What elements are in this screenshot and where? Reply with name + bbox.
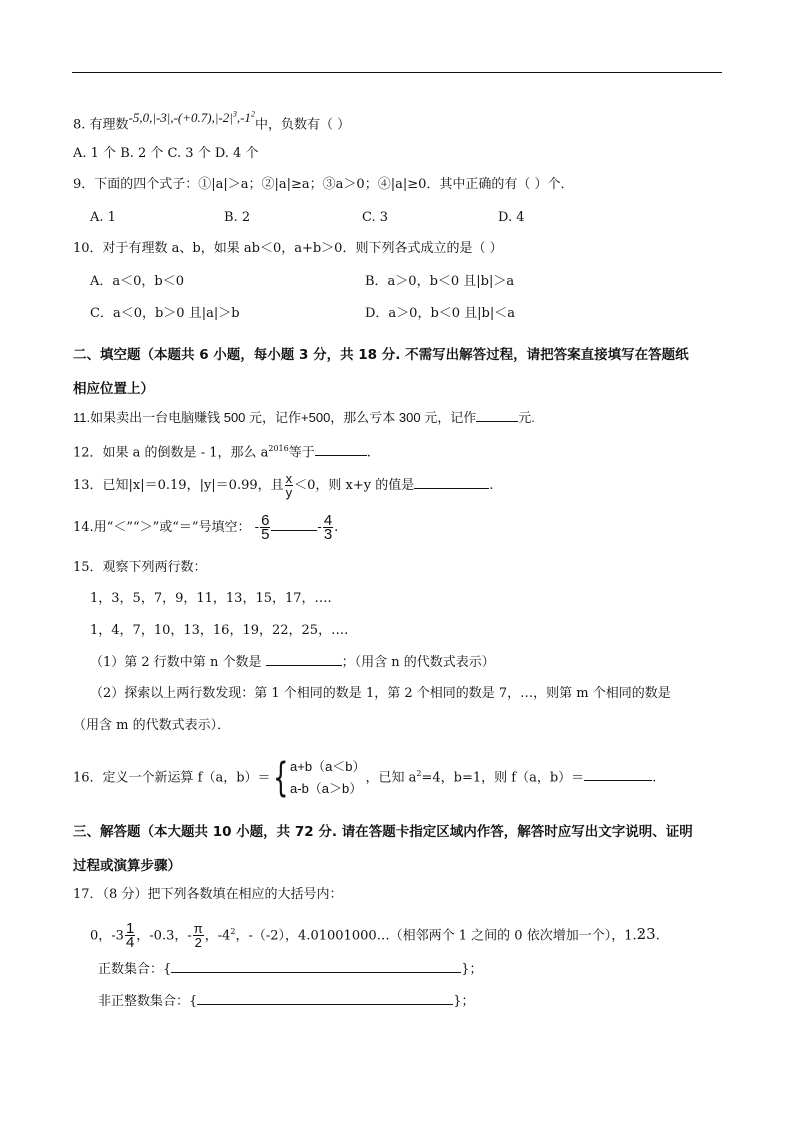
q10-option-c: C．a＜0，b＞0 且|a|＞b [90, 306, 240, 321]
q9-option-a: A. 1 [90, 210, 116, 225]
set-positive-blank[interactable] [171, 960, 461, 973]
question-13: 13．已知|x|＝0.19，|y|＝0.99，且 $\frac{x}{y}$ ＜0，则 x+y 的值是 . [73, 471, 494, 500]
q17-fraction-quarter: $\frac{1}{4}$ [125, 920, 135, 952]
q15-part-2: （2）探索以上两行数发现：第 1 个相同的数是 1，第 2 个相同的数是 7，…，则第 m 个相同的数是 [90, 686, 671, 701]
q15-row-2: 1，4，7，10，13，16，19，22，25，…. [90, 623, 349, 638]
set-nonpositive-integer-blank[interactable] [197, 992, 453, 1005]
question-10: 10．对于有理数 a、b，如果 ab＜0，a+b＞0．则下列各式成立的是（ ） [73, 241, 503, 256]
q14-fraction-1: $\frac{6}{5}$ [261, 512, 270, 543]
q11-answer-blank[interactable] [476, 409, 518, 422]
q14-answer-blank[interactable] [271, 518, 317, 531]
question-8 [73, 112, 350, 134]
q13-answer-blank[interactable] [414, 476, 489, 489]
q8-expression: $-5,0,|-3|,-(+0.7),|-2|^3,-1^2$ [128, 110, 255, 126]
set-positive: 正数集合：{ }； [98, 962, 483, 977]
question-16: 16．定义一个新运算 f（a，b）＝{ a+b（a＜b） a-b（a＞b） ，已知 $a^2=4$，b=1，则 f（a，b）＝ . [73, 754, 657, 801]
q15-part-2-cont: （用含 m 的代数式表示）． [73, 718, 231, 733]
section-3-heading-cont: 过程或演算步骤） [73, 858, 181, 874]
header-rule [72, 72, 722, 73]
q9-option-d: D. 4 [498, 210, 525, 225]
question-12: 12．如果 a 的倒数是 - 1，那么 $a^{2016}$等于 . [73, 444, 371, 461]
question-14: 14.用“＜”“＞”或“＝”号填空： - $\frac{6}{5}$ - $\frac{4}{3}$ . [73, 512, 339, 543]
q16-brace: { [272, 754, 288, 801]
q15-part-1: （1）第 2 行数中第 n 个数是 ；（用含 n 的代数式表示） [90, 655, 495, 670]
question-17: 17．（8 分）把下列各数填在相应的大括号内： [73, 887, 343, 902]
q8-tail: 中，负数有（ ） [254, 117, 351, 133]
q17-repeating-decimal: • 23 [637, 925, 656, 943]
q10-option-a: A．a＜0，b＜0 [90, 274, 185, 289]
section-2-heading-cont: 相应位置上） [73, 381, 154, 397]
q10-option-b: B．a＞0，b＜0 且|b|＞a [365, 274, 515, 289]
q17-numbers: 0，-3 $\frac{1}{4}$ ，-0.3，- $\frac{\pi}{2}$ ，$-4^2$，-（-2），4.01001000…（相邻两个 1 之间的 0 依次增加一个），1.• 23. [90, 914, 660, 954]
q14-fraction-2: $\frac{4}{3}$ [323, 512, 333, 543]
question-9: 9．下面的四个式子：①|a|＞a；②|a|≥a；③a＞0；④|a|≥0．其中正确的有（ ）个． [73, 177, 574, 192]
q13-fraction: $\frac{x}{y}$ [285, 471, 293, 500]
section-2-heading: 二、填空题（本题共 6 小题，每小题 3 分，共 18 分. 不需写出解答过程，请把答案直接填写在答题纸 [73, 347, 689, 363]
set-nonpositive-integer: 非正整数集合：{ }； [98, 994, 475, 1009]
q12-answer-blank[interactable] [315, 443, 367, 456]
q8-lead: 8. 有理数 [73, 117, 129, 133]
q8-options: A. 1 个 B. 2 个 C. 3 个 D. 4 个 [73, 146, 259, 161]
q17-fraction-pi: $\frac{\pi}{2}$ [193, 921, 203, 951]
question-15: 15．观察下列两行数： [73, 560, 207, 575]
section-3-heading: 三、解答题（本大题共 10 小题，共 72 分. 请在答题卡指定区域内作答，解答时应写出文字说明、证明 [73, 824, 693, 840]
q15-part-1-blank[interactable] [266, 653, 342, 666]
q9-option-b: B. 2 [224, 210, 251, 225]
q15-row-1: 1，3，5，7，9，11，13，15，17，…. [90, 591, 332, 606]
q10-option-d: D．a＞0，b＜0 且|b|＜a [365, 306, 516, 321]
q16-answer-blank[interactable] [584, 768, 652, 781]
q16-cases: a+b（a＜b） a-b（a＞b） [290, 758, 366, 796]
question-11: 11.如果卖出一台电脑赚钱 500 元，记作+500，那么亏本 300 元，记作 元. [73, 410, 535, 425]
q9-option-c: C. 3 [362, 210, 389, 225]
